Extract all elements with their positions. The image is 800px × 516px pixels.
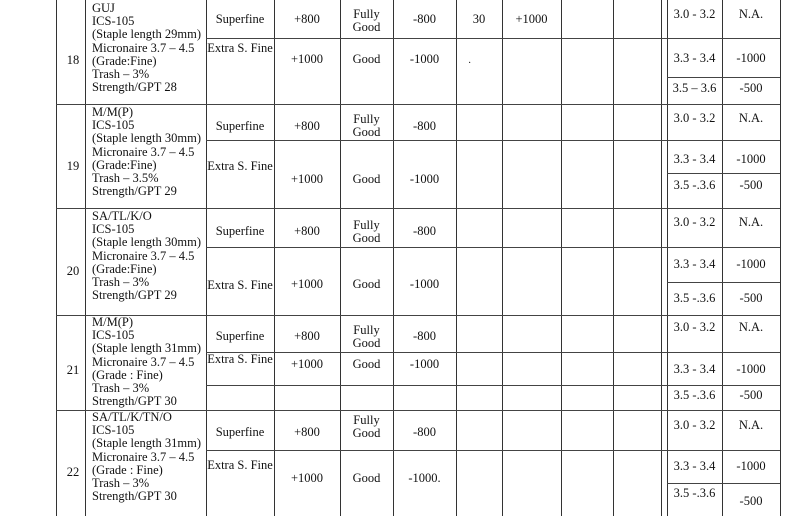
superfine-label: Superfine (215, 119, 265, 133)
extra-fine-value: +1000 (290, 172, 324, 186)
good-value: -1000 (409, 52, 440, 66)
column-rule (613, 0, 614, 516)
column-rule (502, 0, 503, 516)
variety-description (92, 106, 201, 198)
desc-line: (Grade:Fine) (92, 53, 157, 68)
good-label: Good (352, 277, 381, 291)
micronaire-value: -500 (739, 388, 763, 402)
superfine-value: +800 (294, 224, 320, 238)
micronaire-range: 3.0 - 3.2 (673, 111, 716, 125)
desc-line: (Staple length 29mm) (92, 27, 202, 42)
desc-line: ICS-105 (92, 118, 135, 133)
fully-good-label: Fully Good (352, 413, 381, 440)
micronaire-value: N.A. (738, 7, 764, 21)
micronaire-range: 3.0 - 3.2 (673, 320, 716, 334)
row-separator (56, 208, 780, 209)
desc-line: Micronaire 3.7 – 4.5 (92, 40, 195, 55)
column-rule (561, 0, 562, 516)
good-label: Good (352, 52, 381, 66)
good-label: Good (352, 357, 381, 371)
subrow-rule (206, 38, 780, 39)
column-rule (456, 0, 457, 516)
extra-fine-value: +1000 (290, 471, 324, 485)
fully-good-value: -800 (413, 12, 436, 26)
micronaire-range: 3.3 - 3.4 (673, 51, 716, 65)
desc-line: Trash – 3% (92, 67, 150, 82)
row-number: 20 (66, 264, 80, 278)
micronaire-value: N.A. (738, 111, 764, 125)
variety-description (92, 210, 201, 302)
micronaire-range: 3.5 -.3.6 (673, 388, 716, 402)
desc-line: (Grade:Fine) (92, 157, 157, 172)
subrow-rule (206, 352, 780, 353)
row-separator (56, 104, 780, 105)
desc-line: GUJ (92, 1, 115, 15)
micronaire-value: -500 (739, 494, 763, 508)
micronaire-range: 3.3 - 3.4 (673, 362, 716, 376)
superfine-value: +800 (294, 119, 320, 133)
micronaire-value: -500 (739, 81, 763, 95)
superfine-value: +800 (294, 425, 320, 439)
desc-line: (Grade : Fine) (92, 462, 163, 477)
micronaire-range: 3.5 -.3.6 (673, 291, 716, 305)
fully-good-value: -800 (413, 425, 436, 439)
row-number: 18 (66, 53, 80, 67)
good-value: -1000 (409, 277, 440, 291)
desc-line: (Staple length 30mm) (92, 235, 202, 250)
good-label: Good (352, 172, 381, 186)
micronaire-range: 3.5 – 3.6 (672, 81, 717, 95)
desc-line: Trash – 3% (92, 275, 150, 290)
staple-length-value: +1000 (515, 12, 548, 26)
micronaire-range: 3.0 - 3.2 (673, 418, 716, 432)
staple-length-cell: 30 (472, 12, 486, 26)
fully-good-value: -800 (413, 224, 436, 238)
micronaire-value: -500 (739, 291, 763, 305)
superfine-label: Superfine (215, 425, 265, 439)
subrow-rule (206, 450, 780, 451)
desc-line: Trash – 3.5% (92, 171, 159, 186)
desc-line: Strength/GPT 30 (92, 489, 177, 504)
desc-line: Strength/GPT 29 (92, 288, 177, 303)
desc-line: (Staple length 31mm) (92, 341, 202, 356)
desc-line: ICS-105 (92, 423, 135, 438)
micronaire-value: -1000 (736, 152, 766, 166)
column-rule (85, 0, 86, 516)
micronaire-range: 3.5 -.3.6 (673, 486, 716, 500)
variety-description (92, 2, 201, 94)
desc-line: ICS-105 (92, 14, 135, 29)
desc-line: SA/TL/K/TN/O (92, 410, 172, 424)
extra-fine-label: Extra S. Fine (207, 41, 273, 55)
mic-rule (667, 77, 780, 78)
desc-line: Strength/GPT 29 (92, 184, 177, 199)
extra-fine-label: Extra S. Fine (207, 278, 273, 292)
micronaire-value: N.A. (738, 215, 764, 229)
variety-description (92, 316, 201, 408)
micronaire-range: 3.3 - 3.4 (673, 257, 716, 271)
superfine-value: +800 (294, 329, 320, 343)
desc-line: Strength/GPT 28 (92, 80, 177, 95)
micronaire-value: -500 (739, 178, 763, 192)
desc-line: ICS-105 (92, 328, 135, 343)
row-number: 19 (66, 159, 80, 173)
column-rule (780, 0, 781, 516)
desc-line: M/M(P) (92, 315, 133, 329)
desc-line: (Grade : Fine) (92, 367, 163, 382)
micronaire-value: N.A. (738, 320, 764, 334)
desc-line: ICS-105 (92, 222, 135, 237)
desc-line: SA/TL/K/O (92, 209, 152, 223)
good-value: -1000 (409, 357, 440, 371)
extra-fine-label: Extra S. Fine (207, 159, 273, 173)
desc-line: (Grade:Fine) (92, 261, 157, 276)
scan-speck: · (468, 58, 472, 69)
desc-line: Trash – 3% (92, 381, 150, 396)
desc-line: Micronaire 3.7 – 4.5 (92, 144, 195, 159)
micronaire-value: -1000 (736, 362, 766, 376)
superfine-label: Superfine (215, 224, 265, 238)
desc-line: (Staple length 31mm) (92, 436, 202, 451)
desc-line: M/M(P) (92, 105, 133, 119)
superfine-label: Superfine (215, 12, 265, 26)
mic-rule (667, 282, 780, 283)
column-rule (56, 0, 57, 516)
subrow-rule (206, 140, 780, 141)
desc-line: Micronaire 3.7 – 4.5 (92, 354, 195, 369)
micronaire-range: 3.3 - 3.4 (673, 152, 716, 166)
extra-fine-value: +1000 (290, 52, 324, 66)
mic-rule (667, 173, 780, 174)
row-number: 22 (66, 465, 80, 479)
fully-good-label: Fully Good (352, 112, 381, 139)
superfine-label: Superfine (215, 329, 265, 343)
desc-line: Micronaire 3.7 – 4.5 (92, 449, 195, 464)
extra-fine-value: +1000 (290, 277, 324, 291)
desc-line: Strength/GPT 30 (92, 394, 177, 409)
row-number: 21 (66, 363, 80, 377)
variety-description (92, 411, 201, 503)
micronaire-range: 3.0 - 3.2 (673, 7, 716, 21)
extra-fine-label: Extra S. Fine (207, 352, 273, 366)
micronaire-value: N.A. (738, 418, 764, 432)
extra-fine-label: Extra S. Fine (207, 458, 273, 472)
desc-line: (Staple length 30mm) (92, 131, 202, 146)
micronaire-range: 3.3 - 3.4 (673, 459, 716, 473)
good-value: -1000. (408, 471, 441, 485)
micronaire-value: -1000 (736, 257, 766, 271)
fully-good-label: Fully Good (352, 218, 381, 245)
micronaire-value: -1000 (736, 459, 766, 473)
subrow-rule (206, 385, 780, 386)
fully-good-value: -800 (413, 329, 436, 343)
subrow-rule (206, 247, 780, 248)
fully-good-label: Fully Good (352, 7, 381, 34)
desc-line: Trash – 3% (92, 476, 150, 491)
micronaire-range: 3.5 -.3.6 (673, 178, 716, 192)
column-rule (661, 0, 662, 516)
good-value: -1000 (409, 172, 440, 186)
extra-fine-value: +1000 (290, 357, 324, 371)
good-label: Good (352, 471, 381, 485)
mic-rule (667, 483, 780, 484)
fully-good-label: Fully Good (352, 323, 381, 350)
fully-good-value: -800 (413, 119, 436, 133)
micronaire-range: 3.0 - 3.2 (673, 215, 716, 229)
desc-line: Micronaire 3.7 – 4.5 (92, 248, 195, 263)
superfine-value: +800 (294, 12, 320, 26)
micronaire-value: -1000 (736, 51, 766, 65)
